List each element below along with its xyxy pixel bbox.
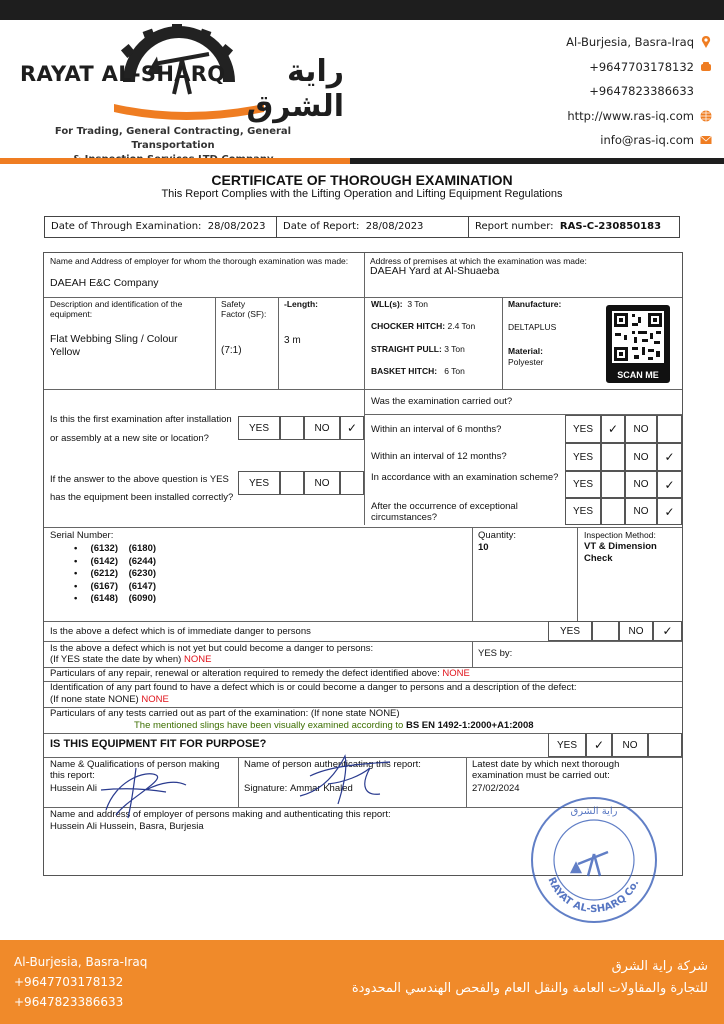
six-months-yes-label: YES [565,415,601,443]
globe-icon [700,110,712,122]
scheme-no-label: NO [625,471,657,498]
fit-no-label: NO [612,733,648,757]
material-label: Material: [508,346,543,356]
footer-phone2[interactable]: +9647823386633 [14,995,124,1009]
employer-making-value: Hussein Ali Hussein, Basra, Burjesia [50,821,204,832]
fit-yes-check[interactable]: ✓ [586,733,612,757]
tests-row [134,720,534,731]
scheme-yes-box[interactable] [601,471,625,498]
report-number-value: RAS-C-230850183 [559,221,662,232]
q-installed: If the answer to the above question is YES has the equipment been installed correctly? [50,474,234,503]
header-address: Al-Burjesia, Basra-Iraq [462,30,712,55]
company-tagline: For Trading, General Contracting, General Transportation [54,126,292,151]
serial-row: • (6132) (6180) [74,543,157,554]
inspection-value: VT & Dimension Check [584,541,657,564]
manufacture-value: DELTAPLUS [508,322,557,332]
defect-part-value: NONE [141,693,169,705]
first-exam-yes-box[interactable] [280,416,304,440]
footer-contact [14,952,147,1012]
header-phone2[interactable]: +9647823386633 [589,84,694,99]
six-months-yes-check[interactable]: ✓ [601,415,625,443]
fit-for-purpose-label: IS THIS EQUIPMENT FIT FOR PURPOSE? [50,738,267,750]
serial-row: • (6212) (6230) [74,568,157,579]
installed-no-box[interactable] [340,471,364,495]
footer-ar-line2: للتجارة والمقاولات العامة والنقل العام والفحص الهندسي المحدودة [351,981,708,996]
twelve-months-no-label: NO [625,443,657,471]
q-immediate-danger: Is the above a defect which is of immediate danger to persons [50,626,311,637]
length-label: -Length: [284,299,318,309]
equipment-label: Description and identification of the equipment: [50,299,183,319]
immediate-yes-label: YES [548,621,592,641]
six-months-no-label: NO [625,415,657,443]
quantity-value: 10 [478,542,489,553]
immediate-no-label: NO [619,621,653,641]
scan-me-label: SCAN ME [617,370,659,380]
quantity-label: Quantity: [478,530,517,541]
location-pin-icon [700,36,712,48]
stamp-arabic-text: راية الشرق [570,806,618,817]
qr-code[interactable] [606,305,670,383]
first-exam-no-check[interactable]: ✓ [340,416,364,440]
report-number-cell: Report number: RAS-C-230850183 [475,221,662,232]
first-exam-yes-label: YES [238,416,280,440]
future-danger-value: NONE [183,654,212,665]
svg-text:RAYAT AL-SHARQ Co.: RAYAT AL-SHARQ Co. [545,875,642,916]
safety-factor-value: (7:1) [221,345,242,356]
serial-list [74,543,156,606]
installed-yes-box[interactable] [280,471,304,495]
authenticator-value: Ammar Khaled [289,783,353,794]
employer-making-label: Name and address of employer of persons making and authenticating this report: [50,809,391,820]
qr-code-icon [612,311,664,363]
report-date-cell: Date of Report: 28/08/2023 [277,217,469,237]
twelve-months-yes-box[interactable] [601,443,625,471]
inspection-label: Inspection Method: [584,530,656,540]
equipment-value: Flat Webbing Sling / Colour Yellow [50,333,178,358]
tests-value: The mentioned slings have been visually examined according to [134,720,404,731]
header-rule [0,158,724,164]
first-exam-no-label: NO [304,416,340,440]
exceptional-yes-box[interactable] [601,498,625,525]
authenticator-row: Signature: Ammar Khaled [244,783,353,794]
certificate-title: CERTIFICATE OF THOROUGH EXAMINATION [211,172,513,188]
next-exam-label: Latest date by which next thorough examination must be carried out: [472,759,620,781]
tests-label: Particulars of any tests carried out as part of the examination: (If none state NONE) [50,708,400,719]
exceptional-no-check[interactable]: ✓ [657,498,682,525]
company-stamp [528,794,660,926]
q-6-months: Within an interval of 6 months? [371,424,502,435]
logo-text-en: RAYAT AL-SHARQ [20,62,226,86]
premises-label: Address of premises at which the examination was made: [370,256,587,266]
serial-label: Serial Number: [50,530,114,541]
company-logo [14,24,344,124]
immediate-yes-box[interactable] [592,621,619,641]
employer-value: DAEAH E&C Company [50,277,159,289]
examiner-label: Name & Qualifications of person making this report: [50,759,220,781]
fit-no-box[interactable] [648,733,682,757]
repair-value: NONE [442,668,470,679]
immediate-no-check[interactable]: ✓ [653,621,682,641]
header-phone1[interactable]: +9647703178132 [462,55,712,80]
q-exceptional: After the occurrence of exceptional circumstances? [371,501,518,523]
installed-yes-label: YES [238,471,280,495]
header-email[interactable]: info@ras-iq.com [462,128,712,153]
serial-row: • (6142) (6244) [74,555,157,567]
wll-row: WLL(s): 3 Ton [371,299,429,309]
material-value: Polyester [508,357,544,367]
serial-row: • (6148) (6090) [74,593,157,604]
footer-phone1[interactable]: +9647703178132 [14,975,124,989]
manufacture-label: Manufacture: [508,299,562,309]
scheme-yes-label: YES [565,471,601,498]
twelve-months-no-check[interactable]: ✓ [657,443,682,471]
mail-icon [700,134,712,146]
footer-ar-line1: شركة راية الشرق [611,959,708,974]
footer-address: Al-Burjesia, Basra-Iraq [14,955,148,969]
fit-yes-label: YES [548,733,586,757]
choker-row: CHOCKER HITCH: 2.4 Ton [371,321,476,331]
q-first-exam: Is this the first examination after installation or assembly at a new site or location? [50,414,232,444]
next-exam-value: 27/02/2024 [472,783,520,794]
scheme-no-check[interactable]: ✓ [657,471,682,498]
premises-value: DAEAH Yard at Al-Shuaeba [370,265,500,277]
top-band [0,0,724,20]
header-website[interactable]: http://www.ras-iq.com [462,104,712,129]
length-value: 3 m [284,335,301,346]
exam-date-value: 28/08/2023 [207,221,266,232]
certificate-subtitle: This Report Complies with the Lifting Operation and Lifting Equipment Regulations [161,188,563,200]
straight-row: STRAIGHT PULL: 3 Ton [371,344,465,354]
report-meta-row [44,216,680,238]
tests-standard: BS EN 1492-1:2000+A1:2008 [405,720,534,731]
defect-part-row: Identification of any part found to have a defect which is or could become a danger to persons and a description of the defect: (If none state NONE) NONE [50,682,577,705]
installed-no-label: NO [304,471,340,495]
report-date-value: 28/08/2023 [365,221,424,232]
exceptional-yes-label: YES [565,498,601,525]
exam-date-cell: Date of Through Examination: 28/08/2023 [45,217,277,237]
page-footer [0,940,724,1024]
exceptional-no-label: NO [625,498,657,525]
basket-row: BASKET HITCH: 6 Ton [371,366,465,376]
six-months-no-box[interactable] [657,415,682,443]
yes-by-label: YES by: [478,648,513,659]
q-12-months: Within an interval of 12 months? [371,451,507,462]
authenticator-label: Name of person authenticating this report: [244,759,421,770]
examiner-value: Hussein Ali [50,783,97,794]
employer-label: Name and Address of employer for whom the thorough examination was made: [50,256,349,266]
serial-row: • (6167) (6147) [74,580,157,592]
q-future-danger: Is the above a defect which is not yet but could become a danger to persons: (If YES state the date by when) NONE [50,643,374,665]
examiner-signature [86,760,196,820]
twelve-months-yes-label: YES [565,443,601,471]
safety-factor-label: Safety Factor (SF): [221,299,267,319]
footer-arabic [352,956,708,1000]
logo-text-ar: راية الشرق [246,54,344,124]
authenticator-signature [290,746,400,810]
repair-row: Particulars of any repair, renewal or alteration required to remedy the defect identified above: NONE [50,668,470,679]
q-scheme: In accordance with an examination scheme? [371,472,559,483]
q-carried-out: Was the examination carried out? [371,396,513,407]
header-contact [462,30,712,153]
phone-icon [700,61,712,73]
